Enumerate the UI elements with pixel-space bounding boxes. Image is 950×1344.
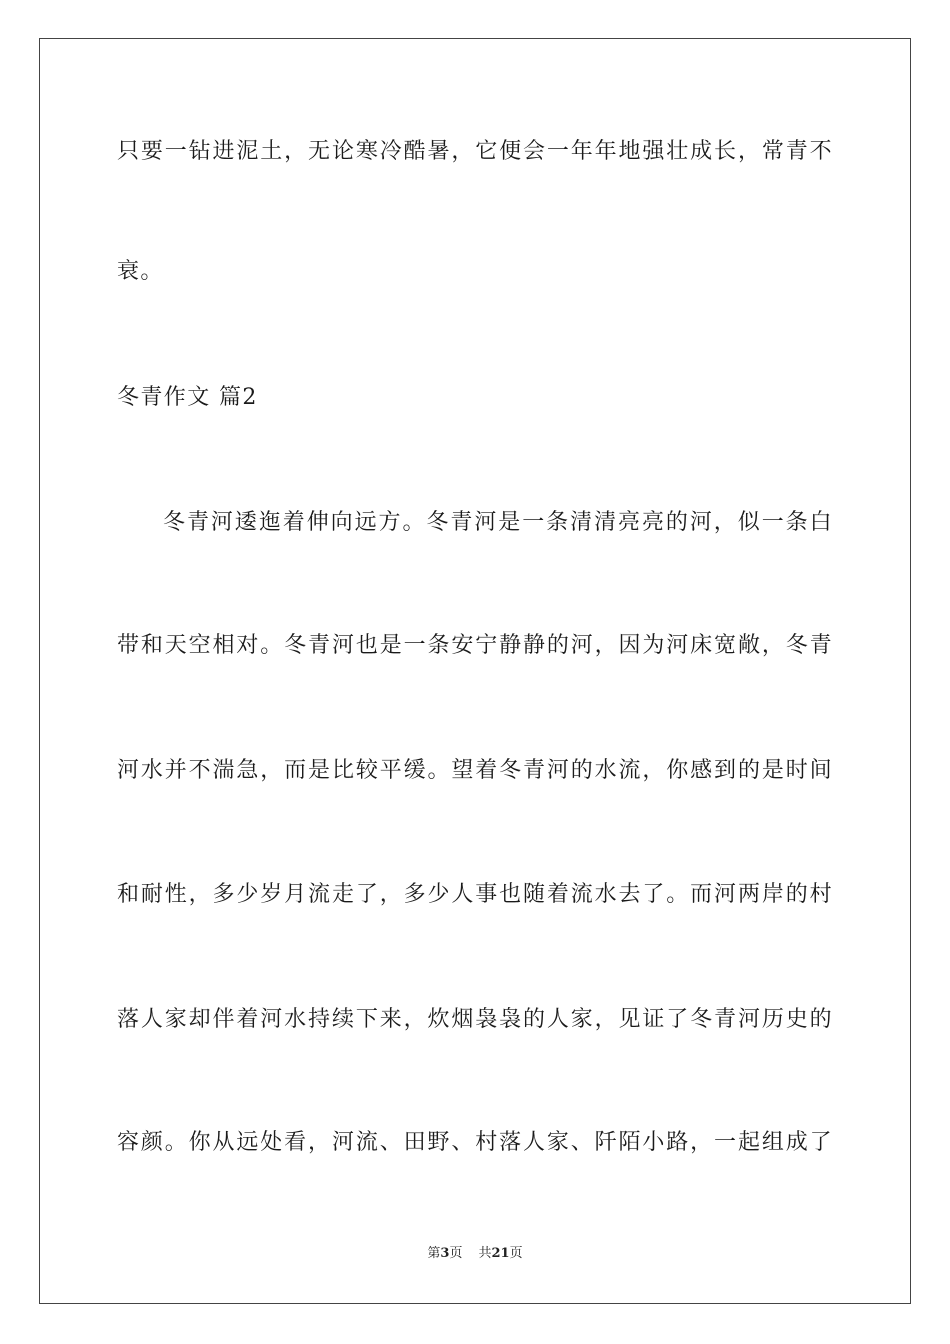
page-border [39,38,911,1304]
paragraph-line: 容颜。你从远处看，河流、田野、村落人家、阡陌小路，一起组成了 [117,1130,833,1155]
paragraph-line: 冬青河逶迤着伸向远方。冬青河是一条清清亮亮的河，似一条白 [163,510,833,535]
page-suffix: 页 [449,1246,463,1261]
paragraph-line: 和耐性，多少岁月流走了，多少人事也随着流水去了。而河两岸的村 [117,882,833,907]
paragraph-line: 落人家却伴着河水持续下来，炊烟袅袅的人家，见证了冬青河历史的 [117,1007,833,1032]
paragraph-line: 河水并不湍急，而是比较平缓。望着冬青河的水流，你感到的是时间 [117,758,833,783]
paragraph-line: 带和天空相对。冬青河也是一条安宁静静的河，因为河床宽敞，冬青 [117,633,833,658]
page-prefix: 第 [427,1246,441,1261]
total-pages: 21 [491,1246,510,1261]
body-text-line: 只要一钻进泥土，无论寒冷酷暑，它便会一年年地强壮成长，常青不 [117,139,833,164]
page-footer [0,1245,950,1263]
section-heading: 冬青作文 篇2 [117,385,258,410]
body-text-line: 衰。 [117,259,164,284]
page-number: 3 [440,1246,450,1261]
total-prefix: 共 [478,1246,492,1261]
total-suffix: 页 [509,1246,523,1261]
